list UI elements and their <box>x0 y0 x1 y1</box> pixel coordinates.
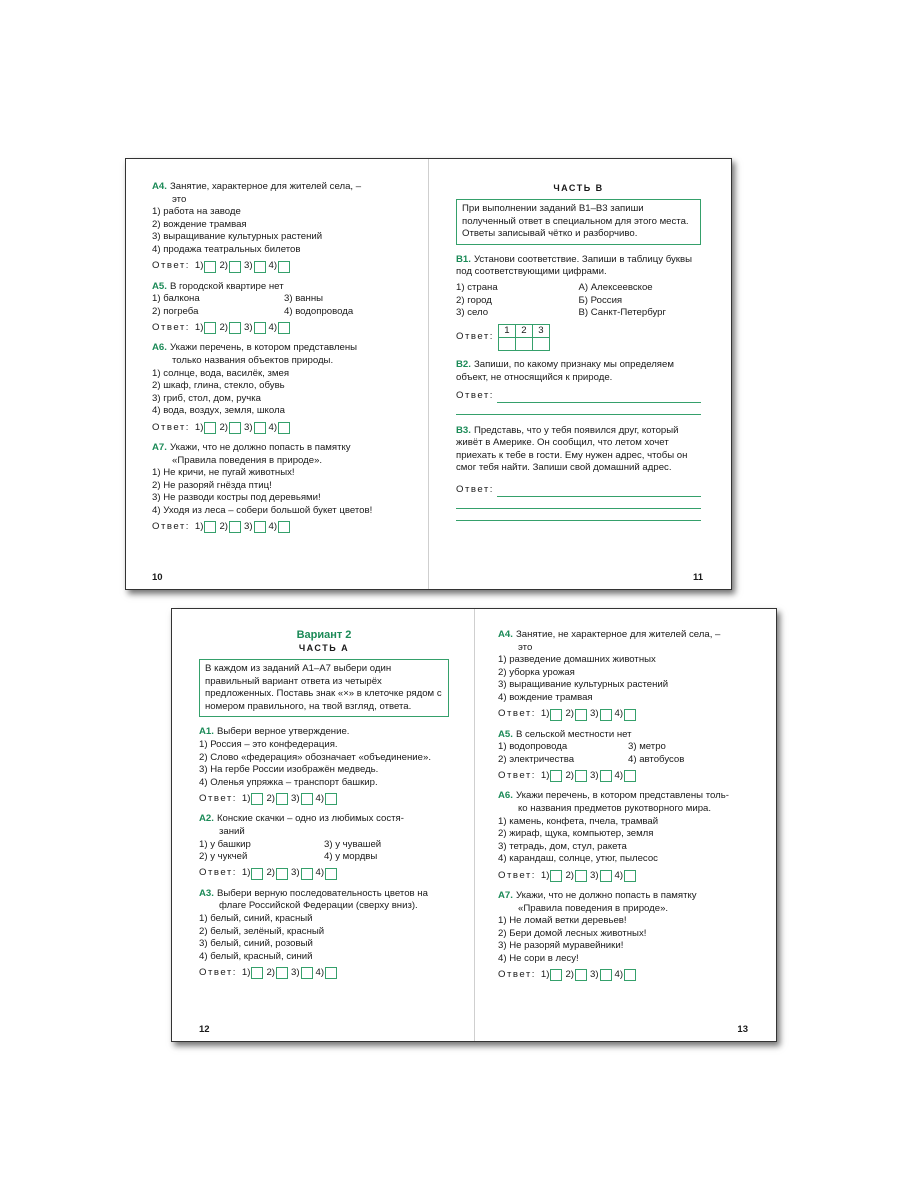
answer-checkbox[interactable] <box>301 967 313 979</box>
answer-row <box>498 968 758 982</box>
page-fold <box>428 159 429 589</box>
answer-option-number: 2) <box>219 421 228 433</box>
option: 3) гриб, стол, дом, ручка <box>152 392 261 404</box>
option: 2) белый, зелёный, красный <box>199 925 325 937</box>
answer-option-number: 2) <box>565 869 574 881</box>
option: 4) продажа театральных билетов <box>152 243 301 255</box>
question-number: А7. <box>152 441 167 453</box>
answer-line[interactable] <box>456 508 701 509</box>
question-text: Укажи перечень, в котором представлены толь- <box>515 790 729 802</box>
option: 4) у мордвы <box>324 851 378 863</box>
answer-label: Ответ: <box>152 521 190 533</box>
option: В) Санкт-Петербург <box>578 307 667 319</box>
answer-row <box>152 260 416 274</box>
question-а3 <box>199 888 449 981</box>
answer-option-number: 1) <box>540 969 550 981</box>
answer-row <box>152 421 416 435</box>
answer-option-number: 3) <box>243 421 253 433</box>
answer-option-number: 4) <box>614 708 624 720</box>
answer-label: Ответ: <box>152 260 190 272</box>
question-text: Выбери верную последовательность цветов на <box>216 887 428 899</box>
answer-option-number: 2) <box>565 969 574 981</box>
answer-option-number: 3) <box>589 770 599 782</box>
answer-checkbox[interactable] <box>624 709 636 721</box>
options <box>498 741 758 766</box>
option: 2) Слово «федерация» обозначает «объединение». <box>199 751 432 763</box>
answer-checkbox[interactable] <box>278 422 290 434</box>
answer-label: Ответ: <box>199 793 237 805</box>
answer-table <box>498 324 550 352</box>
answer-option-number: 4) <box>315 867 325 879</box>
question-number: А6. <box>152 342 167 354</box>
table-header-cell: 3 <box>532 324 549 338</box>
table-header-cell: 2 <box>515 324 532 338</box>
answer-checkbox[interactable] <box>254 261 266 273</box>
option: 1) водопровода <box>498 741 568 753</box>
option: 3) Не разоряй муравейники! <box>498 940 624 952</box>
answer-option-number: 1) <box>241 867 251 879</box>
answer-checkbox[interactable] <box>575 770 587 782</box>
answer-option-number: 3) <box>290 793 300 805</box>
answer-option-number: 2) <box>266 867 275 879</box>
option: 2) уборка урожая <box>498 666 575 678</box>
table-header-cell: 1 <box>498 324 515 338</box>
answer-checkbox[interactable] <box>550 770 562 782</box>
answer-checkbox[interactable] <box>600 969 612 981</box>
variant-title: Вариант 2 <box>296 629 352 641</box>
answer-row <box>498 769 758 783</box>
page-number: 13 <box>737 1024 748 1035</box>
question-а2 <box>199 813 449 880</box>
answer-checkbox[interactable] <box>325 868 337 880</box>
option: 1) Не кричи, не пугай животных! <box>152 467 295 479</box>
answer-checkbox[interactable] <box>575 969 587 981</box>
answer-line[interactable] <box>456 389 701 403</box>
answer-line[interactable] <box>456 483 701 497</box>
page-number: 10 <box>152 572 163 583</box>
option: 4) вода, воздух, земля, школа <box>152 405 285 417</box>
answer-option-number: 1) <box>194 260 204 272</box>
question-text: Занятие, не характерное для жителей села, – <box>515 629 721 640</box>
answer-checkbox[interactable] <box>550 969 562 981</box>
answer-line[interactable] <box>456 520 701 521</box>
part-title: ЧАСТЬ А <box>298 643 350 653</box>
answer-option-number: 4) <box>268 421 278 433</box>
answer-option-number: 3) <box>589 869 599 881</box>
question-а4 <box>152 181 416 274</box>
answer-checkbox[interactable] <box>229 261 241 273</box>
answer-option-number: 3) <box>290 966 300 978</box>
answer-option-number: 3) <box>290 867 300 879</box>
page-fold <box>474 609 475 1041</box>
question-text: Укажи, что не должно попасть в памятку <box>169 441 351 453</box>
question-b2 <box>456 359 701 414</box>
question-text: Представь, что у тебя появился друг, который живёт в Америке. Он сообщил, что летом хочет приехать к тебе в гости. Ему нужен адрес, чтобы он смог тебя найти. Запиши свой домашний адрес. <box>456 424 688 474</box>
option: 1) разведение домашних животных <box>498 654 656 666</box>
option: 2) у чукчей <box>199 851 248 863</box>
answer-checkbox[interactable] <box>278 322 290 334</box>
answer-checkbox[interactable] <box>278 521 290 533</box>
answer-checkbox[interactable] <box>575 709 587 721</box>
question-text-continued: только названия объектов природы. <box>172 354 334 366</box>
answer-checkbox[interactable] <box>229 322 241 334</box>
answer-checkbox[interactable] <box>278 261 290 273</box>
option: 1) балкона <box>152 293 200 305</box>
part-title: ЧАСТЬ В <box>553 183 604 193</box>
option: 4) Не сори в лесу! <box>498 952 579 964</box>
answer-checkbox[interactable] <box>624 770 636 782</box>
answer-checkbox[interactable] <box>600 709 612 721</box>
answer-option-number: 4) <box>268 260 278 272</box>
question-text-continued: «Правила поведения в природе». <box>518 902 669 914</box>
answer-checkbox[interactable] <box>204 322 216 334</box>
answer-label: Ответ: <box>152 322 190 334</box>
instruction-box: В каждом из заданий А1–А7 выбери один правильный вариант ответа из четырёх предложенных. Поставь знак «×» в клеточке рядом с номером правильного, на твой взгляд, ответа. <box>199 659 449 717</box>
option: 2) Не разоряй гнёзда птиц! <box>152 479 272 491</box>
answer-checkbox[interactable] <box>204 422 216 434</box>
answer-option-number: 1) <box>540 770 550 782</box>
question-number: В3. <box>456 424 471 436</box>
answer-option-number: 4) <box>614 869 624 881</box>
question-text: В сельской местности нет <box>515 728 632 740</box>
answer-option-number: 2) <box>219 260 228 272</box>
answer-checkbox[interactable] <box>254 422 266 434</box>
question-text: Укажи перечень, в котором представлены <box>169 342 358 354</box>
answer-checkbox[interactable] <box>276 793 288 805</box>
answer-cell[interactable] <box>532 338 549 351</box>
option: А) Алексеевское <box>578 281 653 293</box>
answer-option-number: 1) <box>540 869 550 881</box>
page-number: 12 <box>199 1024 210 1035</box>
question-text-continued: это <box>172 193 187 205</box>
option: 2) город <box>456 294 492 306</box>
options <box>152 293 416 318</box>
answer-cell[interactable] <box>498 338 515 351</box>
workbook-spread-pages-12-13 <box>171 608 777 1042</box>
answer-checkbox[interactable] <box>204 521 216 533</box>
answer-row <box>152 321 416 335</box>
answer-option-number: 3) <box>589 969 599 981</box>
answer-label: Ответ: <box>456 389 494 401</box>
option: 1) солнце, вода, василёк, змея <box>152 367 290 379</box>
option: 2) вождение трамвая <box>152 218 247 230</box>
instruction-box: При выполнении заданий В1–В3 запиши полученный ответ в специальном для этого места. Ответы записывай чётко и разборчиво. <box>456 199 701 245</box>
option: 1) Россия – это конфедерация. <box>199 738 338 750</box>
answer-cell[interactable] <box>515 338 532 351</box>
question-text: Укажи, что не должно попасть в памятку <box>515 889 697 901</box>
option: 3) тетрадь, дом, стул, ракета <box>498 840 627 852</box>
answer-checkbox[interactable] <box>550 870 562 882</box>
question-text-continued: флаге Российской Федерации (сверху вниз). <box>219 900 418 912</box>
question-а7 <box>498 890 758 983</box>
answer-option-number: 1) <box>194 521 204 533</box>
question-number: В2. <box>456 359 471 371</box>
question-а6 <box>498 790 758 883</box>
option: Б) Россия <box>578 294 623 306</box>
answer-line[interactable] <box>456 414 701 415</box>
answer-label: Ответ: <box>456 331 494 343</box>
answer-checkbox[interactable] <box>301 793 313 805</box>
option: 2) жираф, щука, компьютер, земля <box>498 828 654 840</box>
question-b1 <box>456 254 701 352</box>
answer-row <box>498 869 758 883</box>
answer-option-number: 3) <box>243 260 253 272</box>
question-а7 <box>152 442 416 535</box>
question-text: В городской квартире нет <box>169 280 284 292</box>
page-number: 11 <box>692 572 703 583</box>
answer-checkbox[interactable] <box>204 261 216 273</box>
option: 4) карандаш, солнце, утюг, пылесос <box>498 853 658 865</box>
option: 4) водопровода <box>284 305 354 317</box>
answer-option-number: 3) <box>589 708 599 720</box>
answer-row <box>199 792 449 806</box>
answer-option-number: 1) <box>194 421 204 433</box>
question-number: А6. <box>498 790 513 802</box>
answer-checkbox[interactable] <box>575 870 587 882</box>
option: 2) погреба <box>152 305 199 317</box>
workbook-spread-pages-10-11 <box>125 158 732 590</box>
option: 1) страна <box>456 281 498 293</box>
answer-option-number: 2) <box>219 322 228 334</box>
question-number: В1. <box>456 253 471 265</box>
option: 3) выращивание культурных растений <box>498 679 669 691</box>
question-а4 <box>498 629 758 722</box>
option: 3) метро <box>628 741 666 753</box>
option: 4) вождение трамвая <box>498 691 593 703</box>
answer-option-number: 4) <box>268 322 278 334</box>
page-13 <box>498 609 758 1041</box>
question-text-continued: ко названия предметов рукотворного мира. <box>518 802 712 814</box>
option: 4) автобусов <box>628 753 685 765</box>
answer-checkbox[interactable] <box>254 322 266 334</box>
answer-option-number: 2) <box>565 770 574 782</box>
answer-option-number: 4) <box>614 770 624 782</box>
answer-checkbox[interactable] <box>550 709 562 721</box>
question-number: А1. <box>199 726 214 738</box>
option: 3) На гербе России изображён медведь. <box>199 764 379 776</box>
options <box>199 839 449 864</box>
answer-checkbox[interactable] <box>301 868 313 880</box>
question-text: Выбери верное утверждение. <box>216 726 350 738</box>
page-12 <box>199 609 449 1041</box>
question-а6 <box>152 342 416 435</box>
answer-checkbox[interactable] <box>325 793 337 805</box>
answer-checkbox[interactable] <box>251 868 263 880</box>
answer-table-row <box>456 324 701 352</box>
answer-label: Ответ: <box>456 484 494 496</box>
answer-label: Ответ: <box>498 869 536 881</box>
option: 3) выращивание культурных растений <box>152 231 323 243</box>
option: 3) село <box>456 307 489 319</box>
question-text: Запиши, по какому признаку мы определяем объект, не относящийся к природе. <box>456 359 674 383</box>
option: 4) Уходя из леса – собери большой букет цветов! <box>152 504 373 516</box>
answer-option-number: 4) <box>315 966 325 978</box>
question-а5 <box>498 729 758 784</box>
option: 1) камень, конфета, пчела, трамвай <box>498 815 659 827</box>
question-text-continued: заний <box>219 825 245 837</box>
answer-checkbox[interactable] <box>624 870 636 882</box>
option: 3) белый, синий, розовый <box>199 938 313 950</box>
option: 2) электричества <box>498 753 575 765</box>
question-number: А4. <box>498 629 513 640</box>
answer-option-number: 3) <box>243 322 253 334</box>
answer-option-number: 1) <box>540 708 550 720</box>
question-number: А7. <box>498 889 513 901</box>
answer-option-number: 1) <box>194 322 204 334</box>
answer-option-number: 2) <box>266 966 275 978</box>
option: 3) ванны <box>284 293 324 305</box>
answer-option-number: 3) <box>243 521 253 533</box>
answer-checkbox[interactable] <box>254 521 266 533</box>
answer-checkbox[interactable] <box>251 967 263 979</box>
answer-checkbox[interactable] <box>325 967 337 979</box>
question-number: А2. <box>199 813 214 825</box>
options <box>456 282 701 320</box>
option: 1) Не ломай ветки деревьев! <box>498 915 627 927</box>
question-number: А3. <box>199 887 214 899</box>
answer-checkbox[interactable] <box>624 969 636 981</box>
answer-label: Ответ: <box>498 969 536 981</box>
option: 1) у башкир <box>199 838 251 850</box>
answer-checkbox[interactable] <box>276 868 288 880</box>
answer-option-number: 2) <box>565 708 574 720</box>
answer-option-number: 2) <box>219 521 228 533</box>
option: 3) Не разводи костры под деревьями! <box>152 492 321 504</box>
question-text: Занятие, характерное для жителей села, – <box>169 181 362 192</box>
answer-label: Ответ: <box>498 708 536 720</box>
question-b3 <box>456 425 701 521</box>
answer-label: Ответ: <box>152 421 190 433</box>
answer-option-number: 1) <box>241 966 251 978</box>
question-text: Установи соответствие. Запиши в таблицу буквы под соответствующими цифрами. <box>456 253 692 278</box>
question-number: А5. <box>498 728 513 740</box>
answer-checkbox[interactable] <box>600 770 612 782</box>
question-number: А4. <box>152 181 167 192</box>
answer-label: Ответ: <box>199 867 237 879</box>
option: 2) шкаф, глина, стекло, обувь <box>152 380 285 392</box>
option: 2) Бери домой лесных животных! <box>498 927 647 939</box>
page-10 <box>152 159 416 589</box>
answer-option-number: 2) <box>266 793 275 805</box>
question-а5 <box>152 281 416 336</box>
answer-checkbox[interactable] <box>276 967 288 979</box>
option: 4) Оленья упряжка – транспорт башкир. <box>199 776 378 788</box>
answer-label: Ответ: <box>199 966 237 978</box>
option: 4) белый, красный, синий <box>199 950 313 962</box>
question-number: А5. <box>152 280 167 292</box>
question-text-continued: «Правила поведения в природе». <box>172 454 323 466</box>
answer-row <box>498 708 758 722</box>
option: 1) белый, синий, красный <box>199 912 313 924</box>
answer-checkbox[interactable] <box>251 793 263 805</box>
answer-checkbox[interactable] <box>600 870 612 882</box>
answer-option-number: 4) <box>614 969 624 981</box>
answer-checkbox[interactable] <box>229 521 241 533</box>
answer-option-number: 4) <box>315 793 325 805</box>
option: 1) работа на заводе <box>152 206 241 218</box>
answer-row <box>199 966 449 980</box>
question-text: Конские скачки – одно из любимых состя- <box>216 813 404 825</box>
answer-option-number: 1) <box>241 793 251 805</box>
option: 3) у чувашей <box>324 838 382 850</box>
answer-option-number: 4) <box>268 521 278 533</box>
answer-row <box>199 867 449 881</box>
answer-label: Ответ: <box>498 770 536 782</box>
answer-row <box>152 520 416 534</box>
answer-checkbox[interactable] <box>229 422 241 434</box>
page-11 <box>456 159 701 589</box>
question-а1 <box>199 726 449 806</box>
question-text-continued: это <box>518 641 533 653</box>
